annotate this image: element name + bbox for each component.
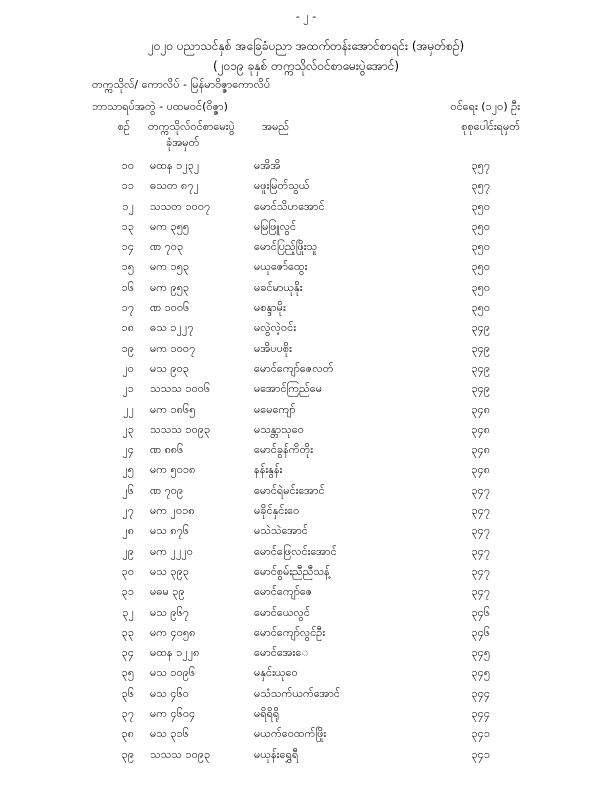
table-row: [0, 218, 612, 238]
row-number: ၁၈: [121, 321, 134, 335]
total-marks: ၃၅၇: [471, 159, 490, 172]
total-marks: ၃၄၅: [471, 666, 490, 680]
total-marks: ၃၄၅: [471, 646, 490, 660]
student-name: မောင်ယေလွင်: [254, 605, 310, 619]
row-number: ၁၄: [121, 240, 134, 254]
roll-number: သသသ ၁၀၉၃: [150, 747, 211, 761]
roll-number: မဓမ ၃၉: [150, 585, 185, 599]
total-marks: ၃၄၉: [471, 361, 490, 375]
table-row: [0, 238, 612, 258]
roll-number: ဏ ၁၀၀၆: [150, 301, 190, 315]
student-name: မောင်ခွန်ကိတိုး: [254, 443, 314, 457]
roll-number: မသ ၄၆၀: [150, 686, 189, 700]
table-row: [0, 380, 612, 400]
table-row: [0, 461, 612, 481]
roll-number: မက ၁၅၃: [150, 260, 190, 274]
student-name: မအိအိ: [254, 159, 281, 172]
total-marks: ၃၅၀: [471, 199, 490, 213]
table-row: [0, 157, 612, 177]
results-table: [0, 157, 612, 766]
row-number: ၃၀: [121, 564, 134, 578]
total-marks: ၃၄၄: [471, 707, 490, 721]
student-name: မောင်ကျော်ဇေ: [254, 585, 313, 599]
student-name: မစန္ဒာမိုး: [254, 301, 286, 315]
table-row: [0, 644, 612, 664]
row-number: ၂၈: [122, 524, 134, 538]
row-number: ၃၉: [121, 747, 134, 761]
header-name: အမည်: [262, 120, 290, 133]
subject-label: ဘာသာရပ်အတွဲ - ပထမဝင်(ဝိဇ္ဇာ): [92, 100, 228, 113]
roll-number: မက ၁၈၆၅: [150, 402, 196, 416]
row-number: ၁၂: [122, 199, 134, 213]
header-number: စဉ်: [117, 120, 130, 133]
document-subtitle: (၂၀၁၉ ခုနှစ် တက္ကသိုလ်ဝင်စာမေးပွဲအောင်): [212, 59, 400, 73]
student-name: မောင်စွမ်းညီညီသန့်: [254, 564, 330, 578]
table-row: [0, 319, 612, 339]
roll-number: မသ ၁၀၉၆: [150, 666, 196, 680]
institution-label: တက္ကသိုလ်/ ကောလိပ် - မြန်မာဝိဇ္ဇာကောလိပ်: [92, 78, 271, 91]
total-marks: ၃၅၀: [471, 240, 490, 254]
roll-number: မသ ၈၇၆: [150, 524, 190, 538]
table-row: [0, 421, 612, 441]
table-row: [0, 279, 612, 299]
roll-number: မထန ၁၂၃၂: [150, 159, 200, 172]
table-row: [0, 725, 612, 745]
row-number: ၂၆: [122, 483, 134, 497]
total-marks: ၃၄၁: [471, 727, 490, 741]
header-marks: စုစုပေါင်းရမှတ်: [461, 120, 520, 133]
roll-number: သသသ ၁၀၉၃: [150, 422, 211, 436]
page-number: - ၂ -: [295, 10, 317, 23]
table-row: [0, 299, 612, 319]
roll-number: မသ ၉၆၇: [150, 605, 189, 619]
table-row: [0, 522, 612, 542]
row-number: ၃၆: [121, 686, 134, 700]
row-number: ၁၁: [121, 179, 134, 193]
total-marks: ၃၄၁: [471, 747, 490, 761]
table-row: [0, 705, 612, 725]
roll-number: မက ၉၅၃: [150, 280, 190, 294]
row-number: ၂၁: [122, 382, 134, 396]
table-row: [0, 583, 612, 603]
table-row: [0, 441, 612, 461]
table-row: [0, 502, 612, 522]
row-number: ၃၈: [121, 727, 134, 741]
student-name: မဖူးမြတ်သွယ်: [254, 179, 310, 193]
table-row: [0, 258, 612, 278]
roll-number: မက ၂၂၂၀: [150, 544, 193, 558]
student-name: မလွဲလဲ့ဝင်း: [254, 321, 296, 335]
row-number: ၃၁: [121, 585, 134, 599]
student-name: မအောင်ကြည်မေ: [254, 382, 323, 396]
row-number: ၂၄: [122, 443, 134, 457]
total-marks: ၃၄၇: [471, 544, 490, 558]
student-name: မရိရိရို: [254, 707, 280, 721]
student-name: မောင်အေးေ: [254, 646, 309, 660]
total-marks: ၃၄၉: [471, 341, 490, 355]
student-name: မောင်ဖြေလင်းအောင်: [254, 544, 337, 558]
row-number: ၃၅: [121, 666, 134, 680]
row-number: ၃၄: [121, 646, 134, 660]
table-row: [0, 604, 612, 624]
row-number: ၃၃: [121, 625, 134, 639]
row-number: ၁၇: [121, 301, 134, 315]
row-number: ၁၀: [121, 159, 134, 172]
total-marks: ၃၅၀: [471, 301, 490, 315]
row-number: ၂၀: [122, 361, 134, 375]
header-roll-line2: ခုံအမှတ်: [166, 136, 200, 149]
student-name: မသဲသဲအောင်: [254, 524, 308, 538]
roll-number: ဓသတ ၈၇၂: [150, 179, 199, 193]
table-row: [0, 746, 612, 766]
total-marks: ၃၅၀: [471, 219, 490, 233]
student-name: မောင်သိဟအောင်: [254, 199, 325, 213]
total-marks: ၃၄၇: [471, 585, 490, 599]
student-name: မခင်မာယုနိုး: [254, 280, 303, 294]
roll-number: မက ၂၀၁၈: [150, 504, 195, 518]
roll-number: မက ၁၀၀၇: [150, 341, 196, 355]
total-marks: ၃၄၇: [471, 524, 490, 538]
document-title: ၂၀၂၀ ပညာသင်နှစ် အခြေခံပညာ အထက်တန်းအောင်စာရင်း (အမှတ်စဉ်): [147, 39, 465, 53]
roll-number: မက ၄၆၀၄: [150, 707, 196, 721]
table-row: [0, 340, 612, 360]
table-row: [0, 198, 612, 218]
total-marks: ၃၄၈: [471, 422, 490, 436]
roll-number: ဏ ၇၀၉: [150, 483, 184, 497]
student-name: မမြဖြူလွင်: [254, 219, 297, 233]
roll-number: မထန ၁၂၂၈: [150, 646, 200, 660]
roll-number: မက ၅၀၁၈: [150, 463, 196, 477]
table-row: [0, 360, 612, 380]
roll-number: မက ၃၅၅: [150, 219, 190, 233]
student-name: မမေကျော်: [254, 402, 296, 416]
table-row: [0, 685, 612, 705]
roll-number: သသသ ၁၀၀၆: [150, 382, 211, 396]
total-marks: ၃၅၀: [471, 260, 490, 274]
row-number: ၂၂: [123, 402, 134, 416]
total-marks: ၃၄၇: [471, 504, 490, 518]
student-name: မသန္တာသုဝေ: [254, 422, 304, 436]
total-marks: ၃၅၇: [471, 179, 490, 193]
total-marks: ၃၄၈: [471, 443, 490, 457]
header-roll-line1: တက္ကသိုလ်ဝင်စာမေးပွဲ: [148, 120, 235, 133]
roll-number: သသတ ၁၀၀၇: [150, 199, 211, 213]
student-name: မောင်ကျော်ဇေလတ်: [254, 361, 334, 375]
student-name: မောင်ရဲမင်းအောင်: [254, 483, 325, 497]
student-name: မောင်ကျော်လွင်ဦး: [254, 625, 326, 639]
total-marks: ၃၄၆: [471, 605, 490, 619]
student-name: မောင်ပြည့်ဖြိုးသူ: [254, 240, 318, 254]
total-marks: ၃၄၉: [471, 382, 490, 396]
roll-number: ဏ ၈၈၆: [150, 443, 184, 457]
roll-number: မက ၄၀၅၈: [150, 625, 196, 639]
roll-number: မသ ၃၁၆: [150, 727, 189, 741]
row-number: ၁၅: [121, 260, 134, 274]
row-number: ၁၉: [121, 341, 134, 355]
student-name: မခိုင်နှင်းဝေ: [254, 504, 300, 518]
total-marks: ၃၄၉: [471, 321, 490, 335]
student-name: မယက်ဝေထက်ဖြိုး: [254, 727, 327, 741]
student-name: မသံသက်ယက်အောင်: [254, 686, 341, 700]
roll-number: ဓသ ၁၂၂၇: [150, 321, 194, 335]
student-name: မနှင်းယုဝေ: [254, 666, 298, 680]
student-name: မအိပပစိုး: [254, 341, 292, 355]
student-name: မယုန်းရွှေရီ: [254, 747, 299, 761]
student-name: မယုဇော်ထွေး: [254, 260, 308, 274]
table-row: [0, 401, 612, 421]
total-marks: ၃၄၇: [471, 564, 490, 578]
intake-count: ဝင်ရေး (၁၂၀) ဦး: [450, 100, 520, 113]
row-number: ၂၇: [122, 504, 134, 518]
table-row: [0, 563, 612, 583]
roll-number: ဏ ၇၀၃: [150, 240, 184, 254]
total-marks: ၃၄၆: [471, 625, 490, 639]
total-marks: ၃၄၇: [471, 483, 490, 497]
table-row: [0, 664, 612, 684]
row-number: ၃၂: [122, 605, 134, 619]
total-marks: ၃၄၈: [471, 402, 490, 416]
total-marks: ၃၄၈: [471, 463, 490, 477]
total-marks: ၃၄၄: [471, 686, 490, 700]
table-row: [0, 624, 612, 644]
row-number: ၃၇: [121, 707, 134, 721]
row-number: ၂၉: [122, 544, 134, 558]
table-row: [0, 543, 612, 563]
table-row: [0, 482, 612, 502]
row-number: ၁၆: [121, 280, 134, 294]
total-marks: ၃၅၀: [471, 280, 490, 294]
roll-number: မသ ၃၉၃: [150, 564, 189, 578]
row-number: ၁၃: [121, 219, 134, 233]
row-number: ၂၃: [122, 422, 134, 436]
table-row: [0, 177, 612, 197]
row-number: ၂၅: [122, 463, 134, 477]
roll-number: မသ ၉၀၃: [150, 361, 189, 375]
student-name: နန်းနွန်း: [254, 463, 283, 477]
